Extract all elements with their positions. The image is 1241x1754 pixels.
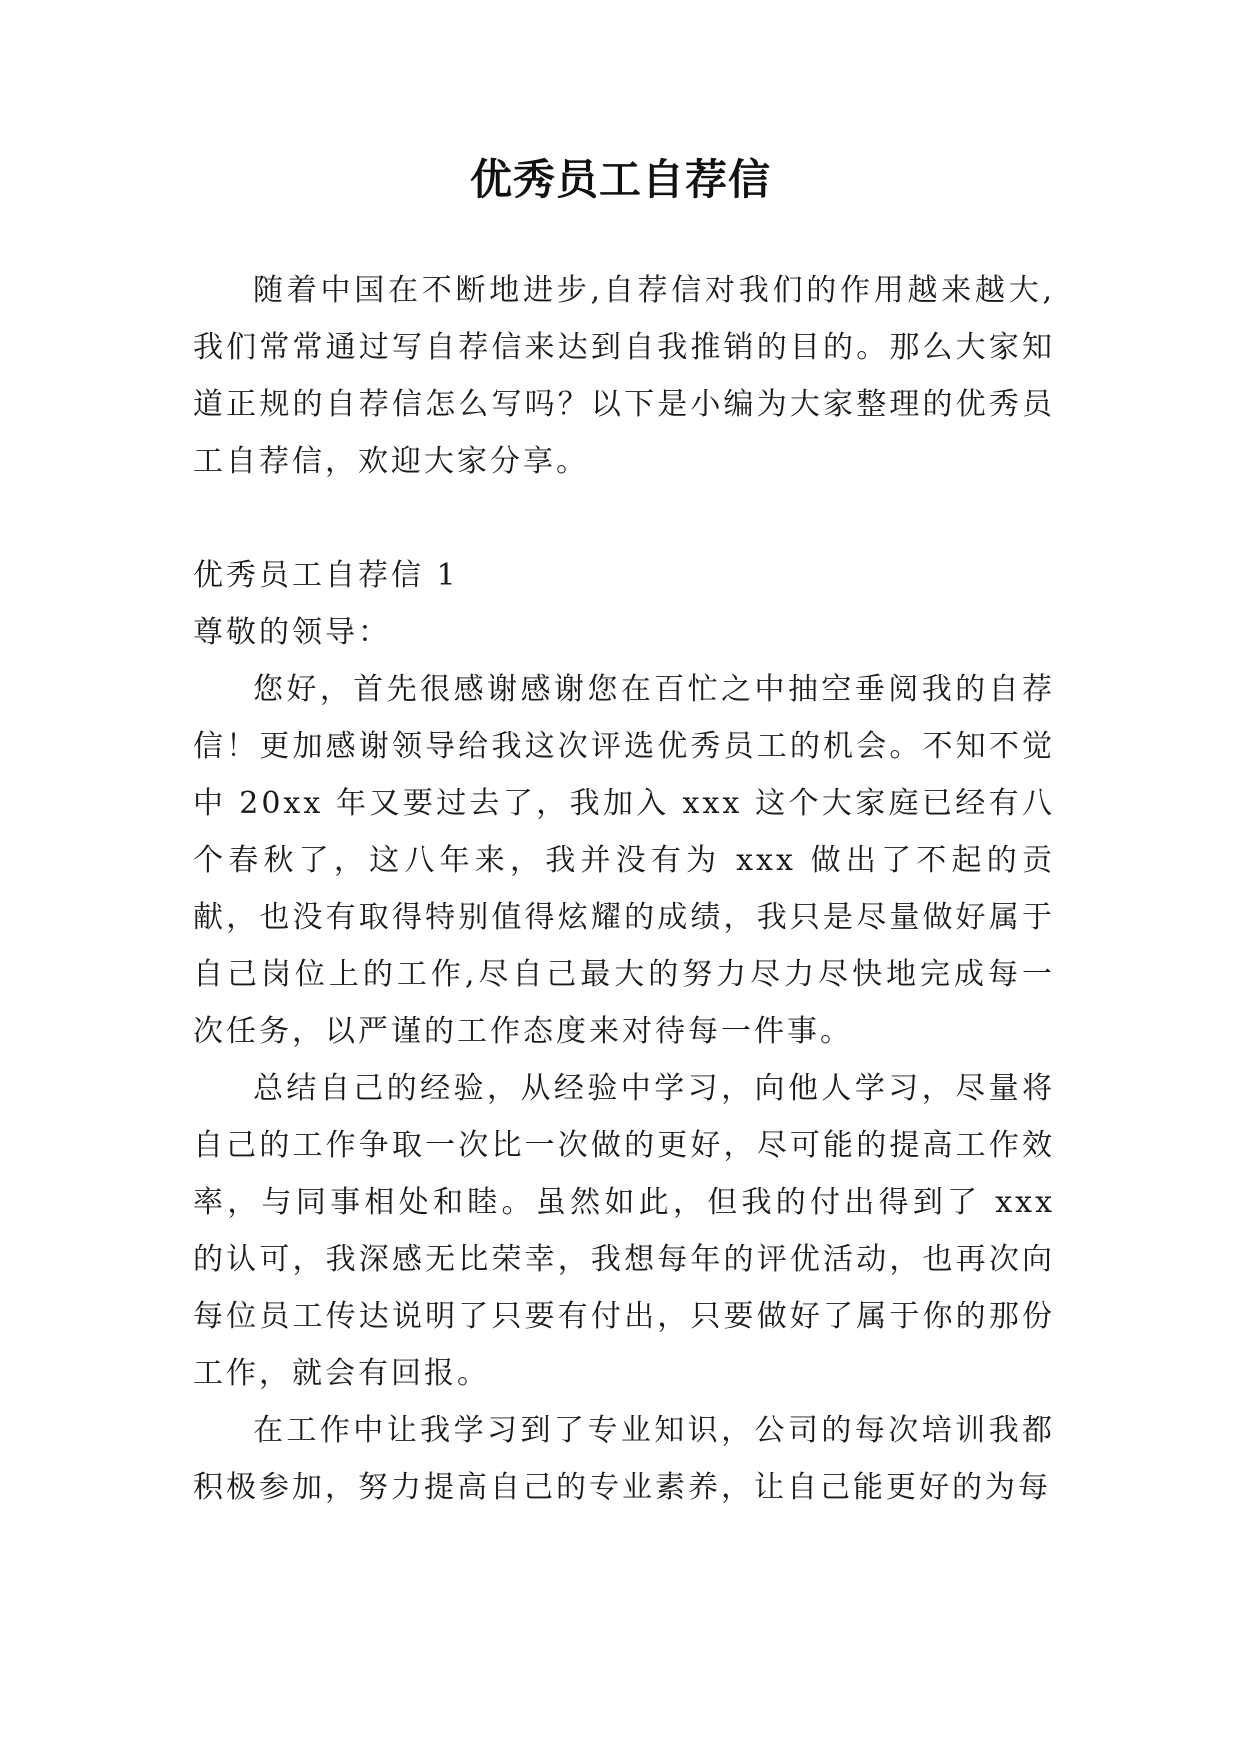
document-title: 优秀员工自荐信 xyxy=(469,155,771,204)
document-body xyxy=(193,262,1055,1516)
intro-paragraph: 随着中国在不断地进步,自荐信对我们的作用越来越大,我们常常通过写自荐信来达到自我推销的目的。那么大家知道正规的自荐信怎么写吗？以下是小编为大家整理的优秀员工自荐信，欢迎大家分享。 xyxy=(193,273,1055,479)
body-paragraph-3: 在工作中让我学习到了专业知识，公司的每次培训我都积极参加，努力提高自己的专业素养，让自己能更好的为每 xyxy=(193,1413,1055,1505)
body-paragraph-2: 总结自己的经验，从经验中学习，向他人学习，尽量将自己的工作争取一次比一次做的更好，尽可能的提高工作效率，与同事相处和睦。虽然如此，但我的付出得到了 xxx 的认可，我深感无比荣幸，我想每年的评优活动，也再次向每位员工传达说明了只要有付出，只要做好了属于你的那份工作，就会有回报。 xyxy=(193,1071,1055,1391)
salutation: 尊敬的领导： xyxy=(193,615,391,650)
body-paragraph-1: 您好，首先很感谢感谢您在百忙之中抽空垂阅我的自荐信！更加感谢领导给我这次评选优秀员工的机会。不知不觉中 20xx 年又要过去了，我加入 xxx 这个大家庭已经有八个春秋了，这八年来，我并没有为 xxx 做出了不起的贡献，也没有取得特别值得炫耀的成绩，我只是尽量做好属于自己岗位上的工作,尽自己最大的努力尽力尽快地完成每一次任务，以严谨的工作态度来对待每一件事。 xyxy=(193,672,1055,1049)
section-heading: 优秀员工自荐信 1 xyxy=(193,558,459,593)
